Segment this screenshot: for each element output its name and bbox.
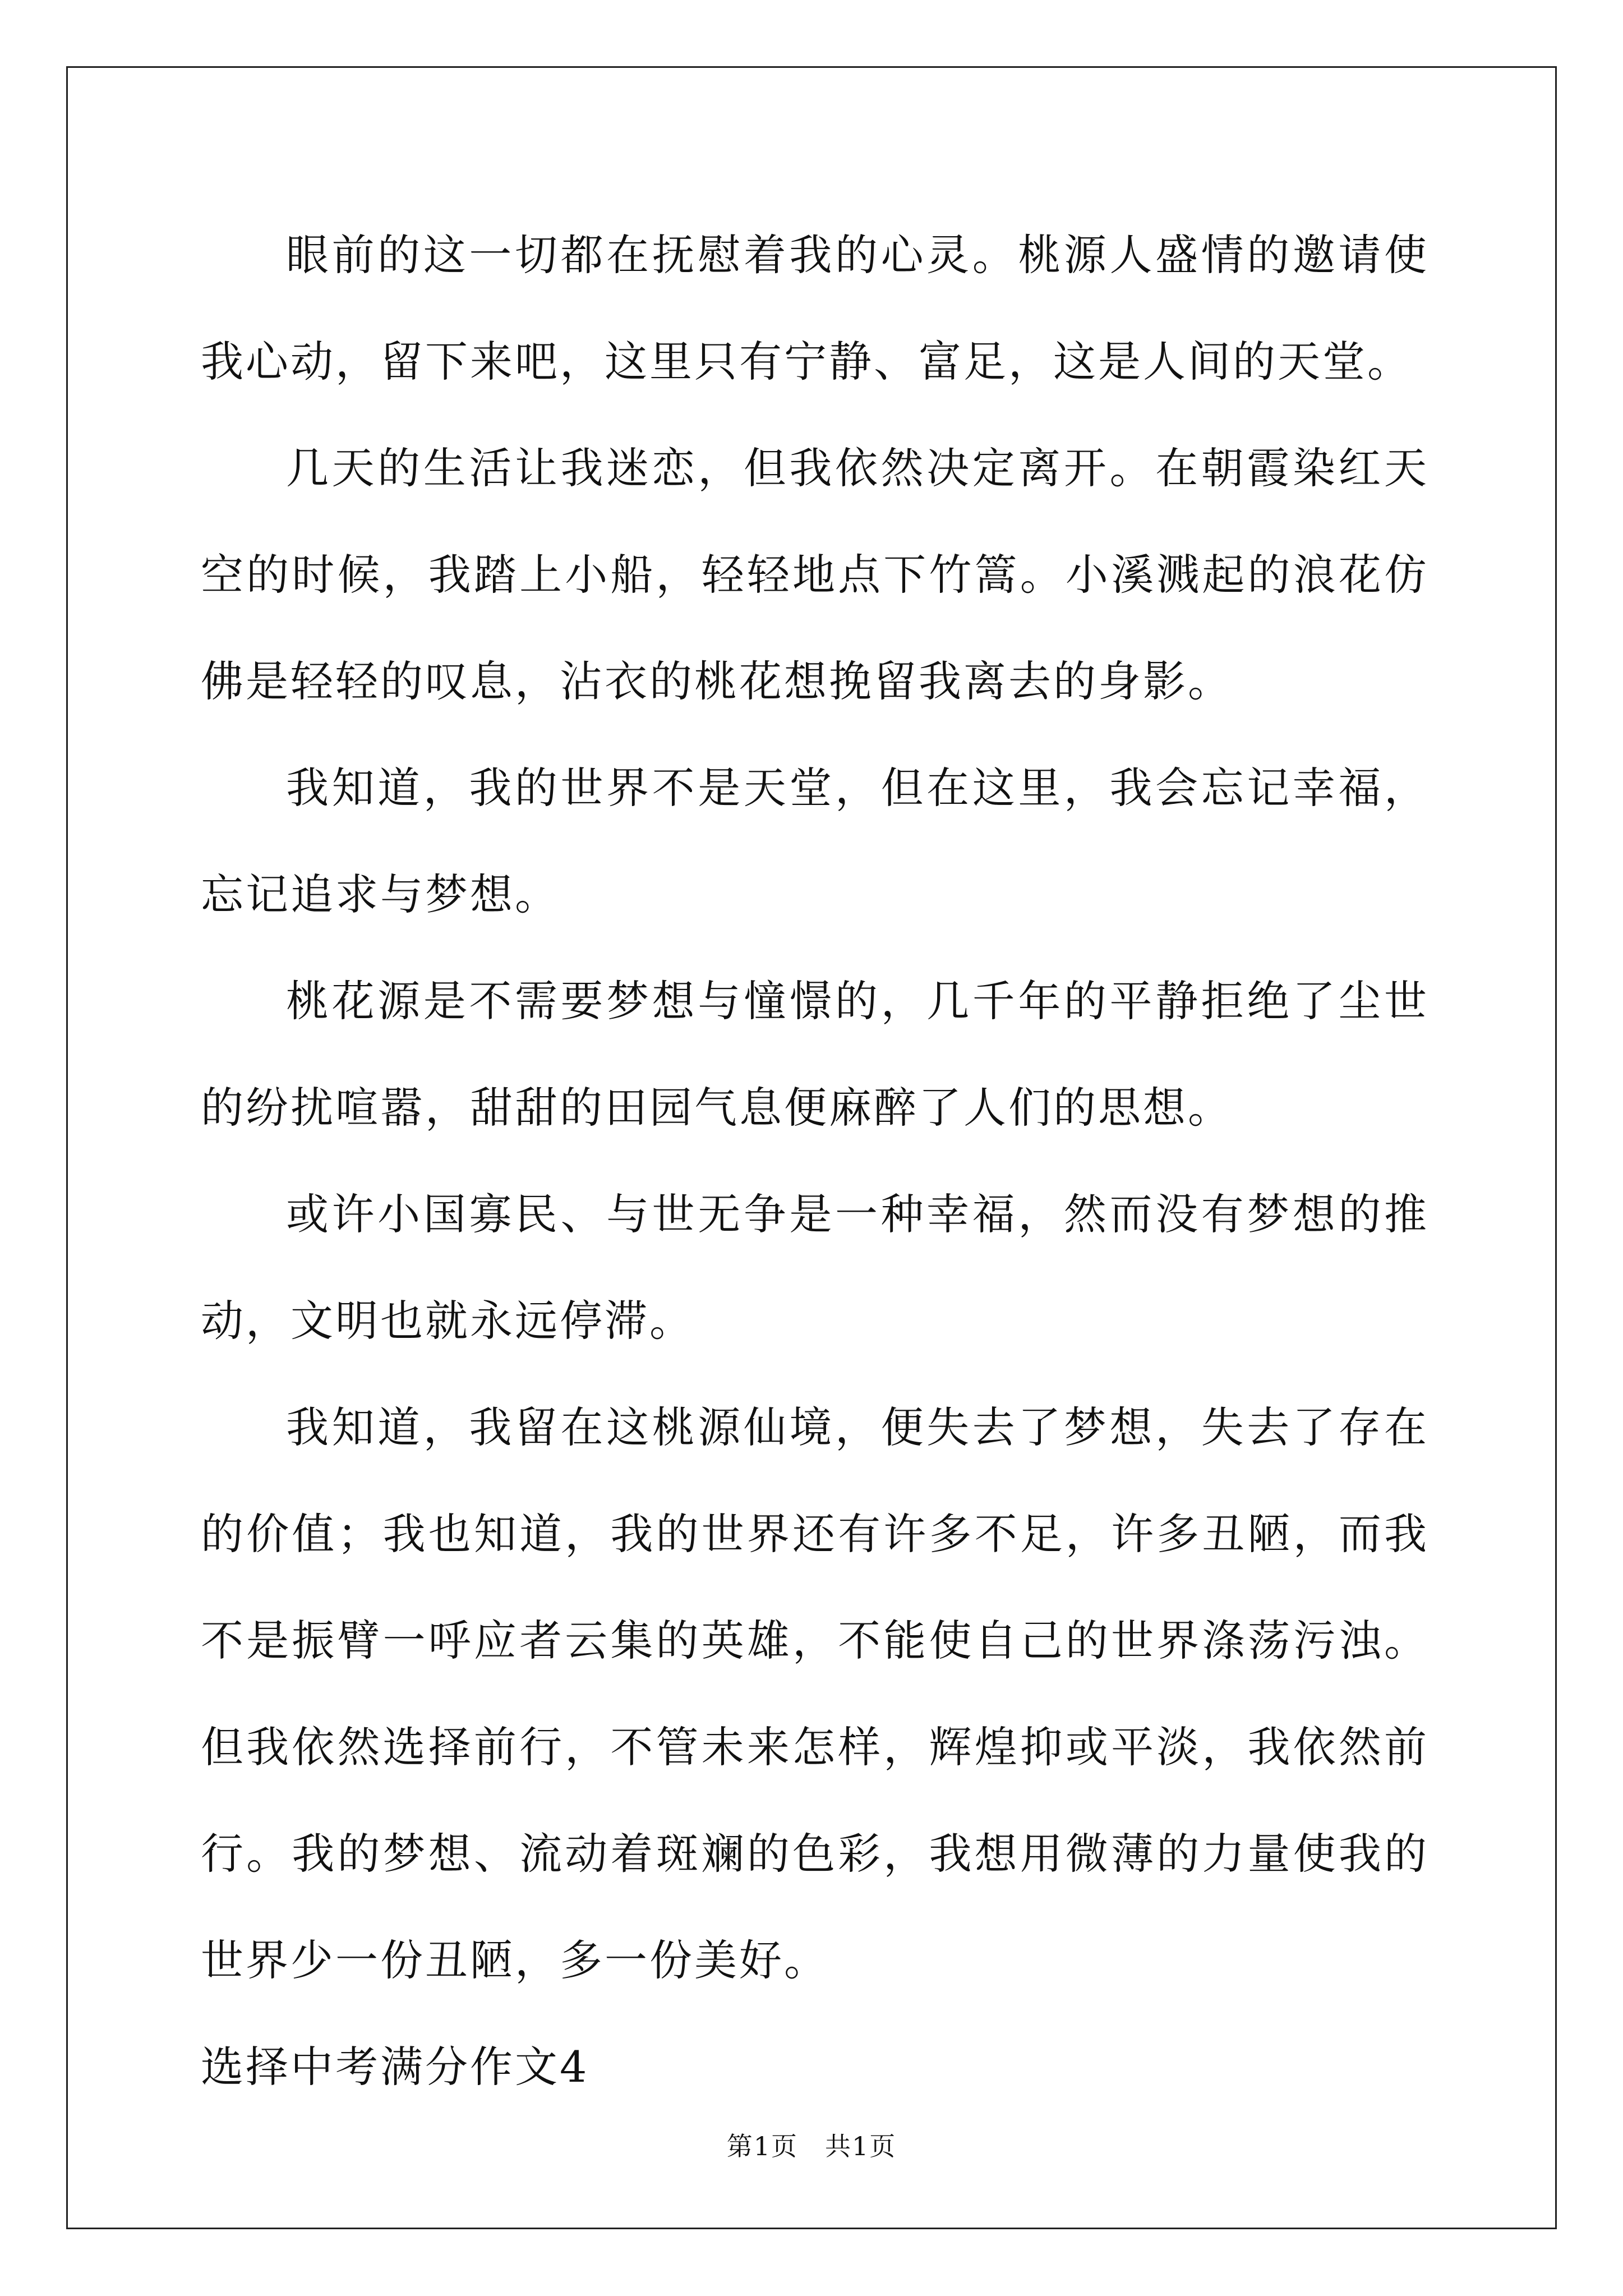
paragraph-5: 或许小国寡民、与世无争是一种幸福，然而没有梦想的推动，文明也就永远停滞。	[201, 1189, 1429, 1346]
paragraph-4: 桃花源是不需要梦想与憧憬的，几千年的平静拒绝了尘世的纷扰喧嚣，甜甜的田园气息便麻醉了人们的思想。	[201, 976, 1429, 1133]
paragraph-6: 我知道，我留在这桃源仙境，便失去了梦想，失去了存在的价值；我也知道，我的世界还有许多不足，许多丑陋，而我不是振臂一呼应者云集的英雄，不能使自己的世界涤荡污浊。但我依然选择前行，不管未来怎样，辉煌抑或平淡，我依然前行。我的梦想、流动着斑斓的色彩，我想用微薄的力量使我的世界少一份丑陋，多一份美好。	[201, 1402, 1429, 1985]
document-body	[201, 202, 1429, 2120]
paragraph-1: 眼前的这一切都在抚慰着我的心灵。桃源人盛情的邀请使我心动，留下来吧，这里只有宁静、富足，这是人间的天堂。	[201, 230, 1429, 386]
section-heading: 选择中考满分作文4	[201, 2042, 589, 2092]
paragraph-3: 我知道，我的世界不是天堂，但在这里，我会忘记幸福，忘记追求与梦想。	[201, 763, 1429, 919]
page-number-footer: 第1页 共1页	[726, 2131, 897, 2161]
paragraph-2: 几天的生活让我迷恋，但我依然决定离开。在朝霞染红天空的时候，我踏上小船，轻轻地点下竹篙。小溪溅起的浪花仿佛是轻轻的叹息，沾衣的桃花想挽留我离去的身影。	[201, 443, 1429, 706]
